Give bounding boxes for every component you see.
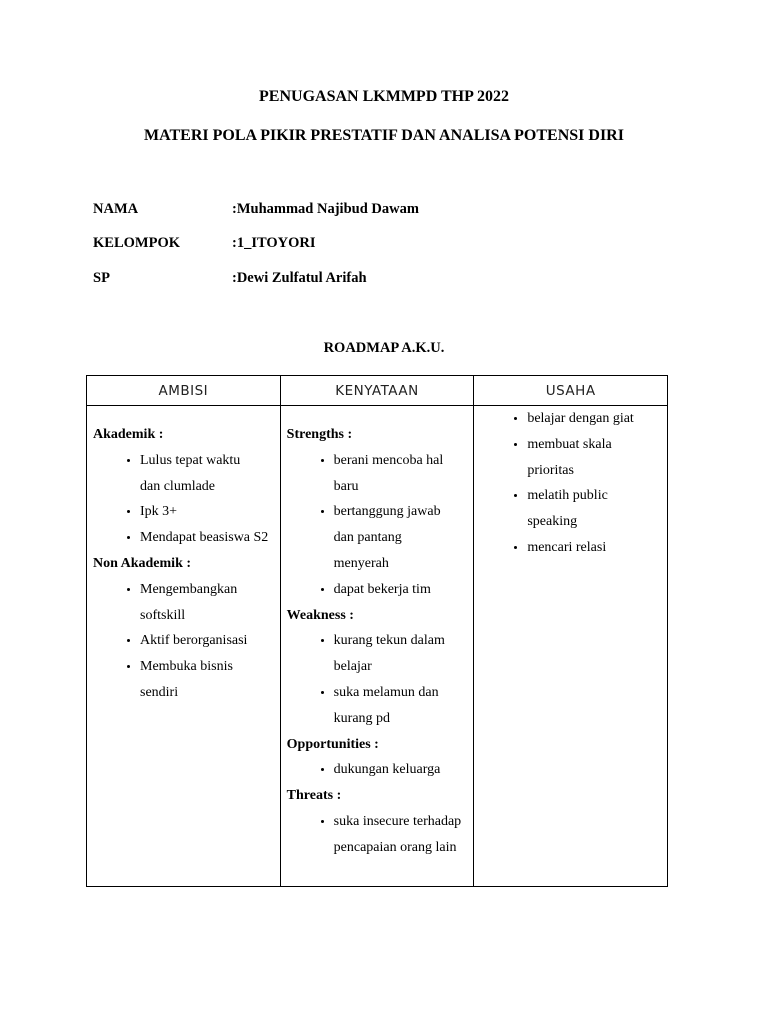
list-item: • Membuka bisnis sendiri	[140, 654, 255, 706]
strengths-list	[287, 448, 474, 603]
akademik-heading: Akademik :	[93, 427, 164, 442]
list-item: • suka melamun dan kurang pd	[334, 680, 459, 732]
kelompok-value: :1_ITOYORI	[232, 235, 316, 251]
list-item: • membuat skala prioritas	[527, 432, 637, 484]
kenyataan-cell	[280, 406, 474, 887]
list-item: • Mengembangkan softskill	[140, 577, 255, 629]
sp-label: SP	[93, 270, 110, 286]
threats-heading: Threats :	[286, 788, 342, 804]
list-item: • kurang tekun dalam belajar	[334, 628, 459, 680]
list-item: • melatih public speaking	[527, 483, 637, 535]
list-item: • Aktif berorganisasi	[140, 628, 280, 654]
threats-list	[287, 809, 474, 861]
ambisi-cell	[87, 406, 281, 887]
header-ambisi: AMBISI	[87, 376, 281, 406]
list-item: • Mendapat beasiswa S2	[140, 525, 270, 551]
kelompok-label: KELOMPOK	[93, 235, 180, 251]
list-item: • mencari relasi	[527, 535, 667, 561]
weakness-heading: Weakness :	[286, 607, 354, 623]
usaha-list	[480, 406, 667, 561]
nama-label: NAMA	[93, 201, 139, 217]
list-item: • belajar dengan giat	[527, 406, 667, 432]
document-title: PENUGASAN LKMMPD THP 2022	[259, 88, 509, 105]
list-item: • bertanggung jawab dan pantang menyerah	[334, 499, 456, 576]
akademik-list	[93, 448, 280, 551]
list-item: • berani mencoba hal baru	[334, 448, 456, 500]
header-usaha: USAHA	[474, 376, 668, 406]
list-item: • suka insecure terhadap pencapaian orang lain	[334, 809, 464, 861]
list-item: • Ipk 3+	[140, 499, 280, 525]
non-akademik-list	[93, 577, 280, 706]
non-akademik-heading: Non Akademik :	[93, 555, 192, 571]
list-item: • Lulus tepat waktu dan clumlade	[140, 448, 260, 500]
header-kenyataan: KENYATAAN	[280, 376, 474, 406]
weakness-list	[287, 628, 474, 731]
document-subtitle: MATERI POLA PIKIR PRESTATIF DAN ANALISA POTENSI DIRI	[144, 127, 624, 144]
nama-value: :Muhammad Najibud Dawam	[232, 201, 419, 217]
opportunities-list	[287, 757, 474, 783]
roadmap-title: ROADMAP A.K.U.	[323, 340, 445, 356]
opportunities-heading: Opportunities :	[286, 736, 379, 752]
usaha-cell	[474, 406, 668, 887]
roadmap-table	[86, 375, 668, 887]
strengths-heading: Strengths :	[286, 427, 353, 442]
list-item: • dukungan keluarga	[334, 757, 474, 783]
sp-value: :Dewi Zulfatul Arifah	[232, 270, 367, 286]
list-item: • dapat bekerja tim	[334, 577, 474, 603]
